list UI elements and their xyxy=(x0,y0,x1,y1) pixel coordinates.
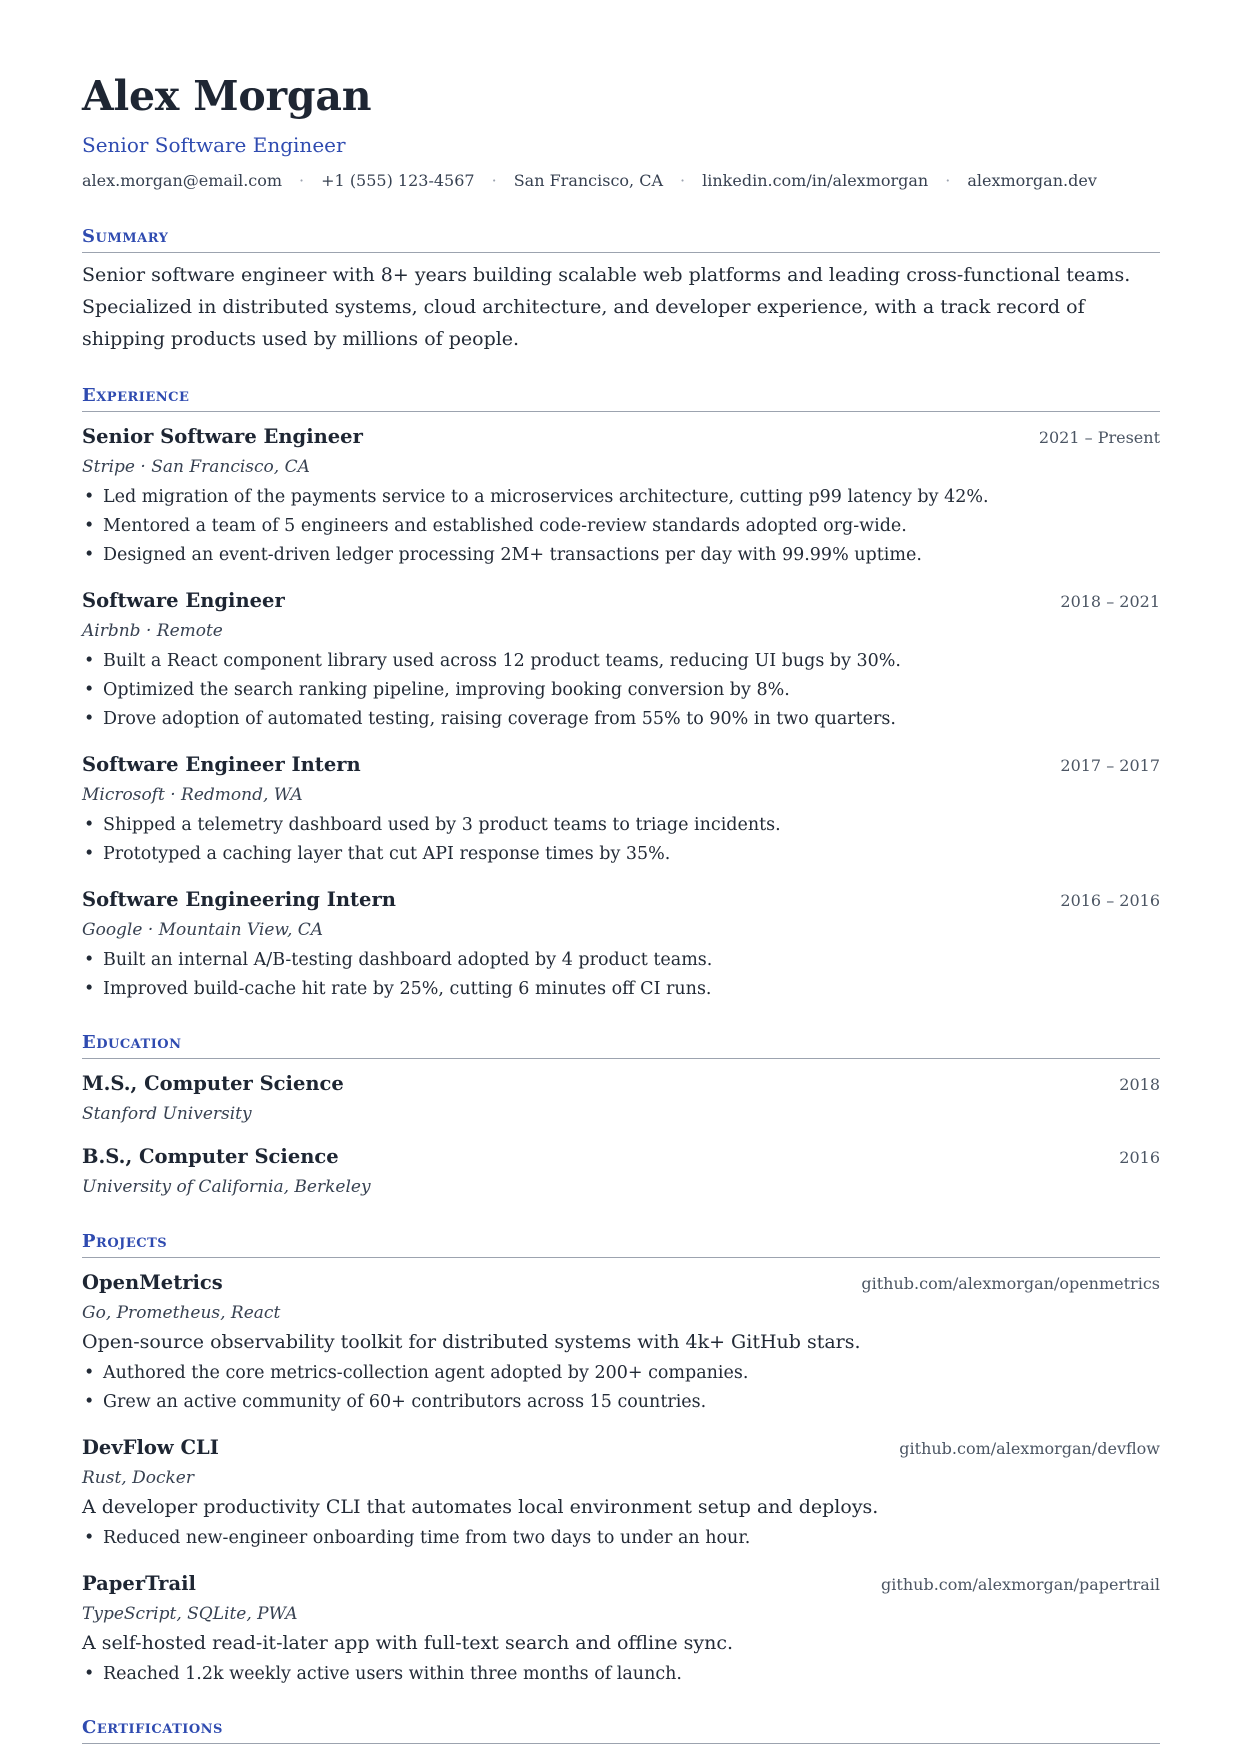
bullet-item: • Reduced new-engineer onboarding time from two days to under an hour. xyxy=(82,1524,1160,1553)
experience-bullets xyxy=(82,811,1160,869)
bullet-item: • Reached 1.2k weekly active users within three months of launch. xyxy=(82,1660,1160,1689)
project-description: A self-hosted read-it-later app with full-text search and offline sync. xyxy=(82,1632,734,1654)
education-year: 2016 xyxy=(1119,1148,1160,1167)
section-title-experience: Experience xyxy=(82,385,1160,412)
project-entry xyxy=(82,1433,1160,1553)
project-description: Open-source observability toolkit for distributed systems with 4k+ GitHub stars. xyxy=(82,1331,861,1353)
experience-org: Stripe · San Francisco, CA xyxy=(82,457,310,477)
contact-separator: · xyxy=(491,171,497,190)
project-stack: Rust, Docker xyxy=(82,1468,194,1488)
experience-bullets xyxy=(82,946,1160,1004)
experience-dates: 2021 – Present xyxy=(1038,428,1160,447)
experience-role: Software Engineer xyxy=(82,589,285,612)
contact-line xyxy=(82,170,1160,192)
experience-role: Software Engineering Intern xyxy=(82,888,396,911)
project-entry xyxy=(82,1569,1160,1689)
bullet-item: • Prototyped a caching layer that cut API response times by 35%. xyxy=(82,840,1160,869)
section-title-projects: Projects xyxy=(82,1231,1160,1258)
experience-role: Senior Software Engineer xyxy=(82,425,363,448)
experience-entry xyxy=(82,586,1160,734)
bullet-item: • Optimized the search ranking pipeline, improving booking conversion by 8%. xyxy=(82,676,1160,705)
project-bullets xyxy=(82,1524,1160,1553)
bullet-item: • Designed an event-driven ledger processing 2M+ transactions per day with 99.99% uptime. xyxy=(82,541,1160,570)
experience-role: Software Engineer Intern xyxy=(82,753,361,776)
bullet-item: • Built an internal A/B-testing dashboard adopted by 4 product teams. xyxy=(82,946,1160,975)
project-link[interactable]: github.com/alexmorgan/papertrail xyxy=(881,1575,1160,1594)
project-stack: TypeScript, SQLite, PWA xyxy=(82,1604,298,1624)
project-bullets xyxy=(82,1660,1160,1689)
contact-phone[interactable]: +1 (555) 123-4567 xyxy=(321,171,475,190)
education-section xyxy=(82,1032,1160,1201)
contact-separator: · xyxy=(299,171,305,190)
section-title-certifications: Certifications xyxy=(82,1717,1160,1744)
experience-org: Microsoft · Redmond, WA xyxy=(82,785,303,805)
experience-entry xyxy=(82,885,1160,1004)
bullet-item: • Grew an active community of 60+ contributors across 15 countries. xyxy=(82,1388,1160,1417)
bullet-item: • Drove adoption of automated testing, raising coverage from 55% to 90% in two quarters. xyxy=(82,705,1160,734)
contact-linkedin[interactable]: linkedin.com/in/alexmorgan xyxy=(702,171,929,190)
experience-bullets xyxy=(82,483,1160,570)
project-link[interactable]: github.com/alexmorgan/openmetrics xyxy=(861,1274,1160,1293)
project-stack: Go, Prometheus, React xyxy=(82,1303,281,1323)
education-entry xyxy=(82,1069,1160,1128)
experience-entry xyxy=(82,422,1160,570)
bullet-item: • Authored the core metrics-collection agent adopted by 200+ companies. xyxy=(82,1359,1160,1388)
education-entry xyxy=(82,1142,1160,1201)
experience-entry xyxy=(82,750,1160,869)
contact-separator: · xyxy=(680,171,686,190)
contact-separator: · xyxy=(945,171,951,190)
summary-text: Senior software engineer with 8+ years building scalable web platforms and leading cross-functional teams. Specialized in distributed systems, cloud architecture, and developer experience, with a track record of shipping products used by millions of people. xyxy=(82,264,1131,350)
education-school: University of California, Berkeley xyxy=(82,1177,371,1197)
bullet-item: • Improved build-cache hit rate by 25%, cutting 6 minutes off CI runs. xyxy=(82,975,1160,1004)
project-description: A developer productivity CLI that automates local environment setup and deploys. xyxy=(82,1496,879,1518)
contact-website[interactable]: alexmorgan.dev xyxy=(967,171,1097,190)
experience-org: Airbnb · Remote xyxy=(82,621,223,641)
experience-section xyxy=(82,385,1160,1004)
bullet-item: • Mentored a team of 5 engineers and established code-review standards adopted org-wide. xyxy=(82,512,1160,541)
certifications-section xyxy=(82,1717,1160,1744)
project-name: DevFlow CLI xyxy=(82,1436,219,1459)
experience-dates: 2017 – 2017 xyxy=(1060,756,1160,775)
education-school: Stanford University xyxy=(82,1104,252,1124)
project-bullets xyxy=(82,1359,1160,1417)
project-name: OpenMetrics xyxy=(82,1271,223,1294)
bullet-item: • Led migration of the payments service to a microservices architecture, cutting p99 latency by 42%. xyxy=(82,483,1160,512)
bullet-item: • Shipped a telemetry dashboard used by 3 product teams to triage incidents. xyxy=(82,811,1160,840)
summary-section xyxy=(82,226,1160,355)
contact-location: San Francisco, CA xyxy=(513,171,664,190)
project-entry xyxy=(82,1268,1160,1417)
experience-dates: 2016 – 2016 xyxy=(1060,891,1160,910)
candidate-headline: Senior Software Engineer xyxy=(82,133,346,157)
contact-email[interactable]: alex.morgan@email.com xyxy=(82,171,283,190)
section-title-education: Education xyxy=(82,1032,1160,1059)
experience-org: Google · Mountain View, CA xyxy=(82,920,324,940)
education-year: 2018 xyxy=(1119,1075,1160,1094)
section-title-summary: Summary xyxy=(82,226,1160,253)
education-degree: B.S., Computer Science xyxy=(82,1145,339,1168)
experience-bullets xyxy=(82,647,1160,734)
projects-section xyxy=(82,1231,1160,1689)
candidate-name: Alex Morgan xyxy=(82,72,372,120)
education-degree: M.S., Computer Science xyxy=(82,1072,344,1095)
project-link[interactable]: github.com/alexmorgan/devflow xyxy=(899,1439,1160,1458)
project-name: PaperTrail xyxy=(82,1572,196,1595)
bullet-item: • Built a React component library used across 12 product teams, reducing UI bugs by 30%. xyxy=(82,647,1160,676)
experience-dates: 2018 – 2021 xyxy=(1060,592,1160,611)
